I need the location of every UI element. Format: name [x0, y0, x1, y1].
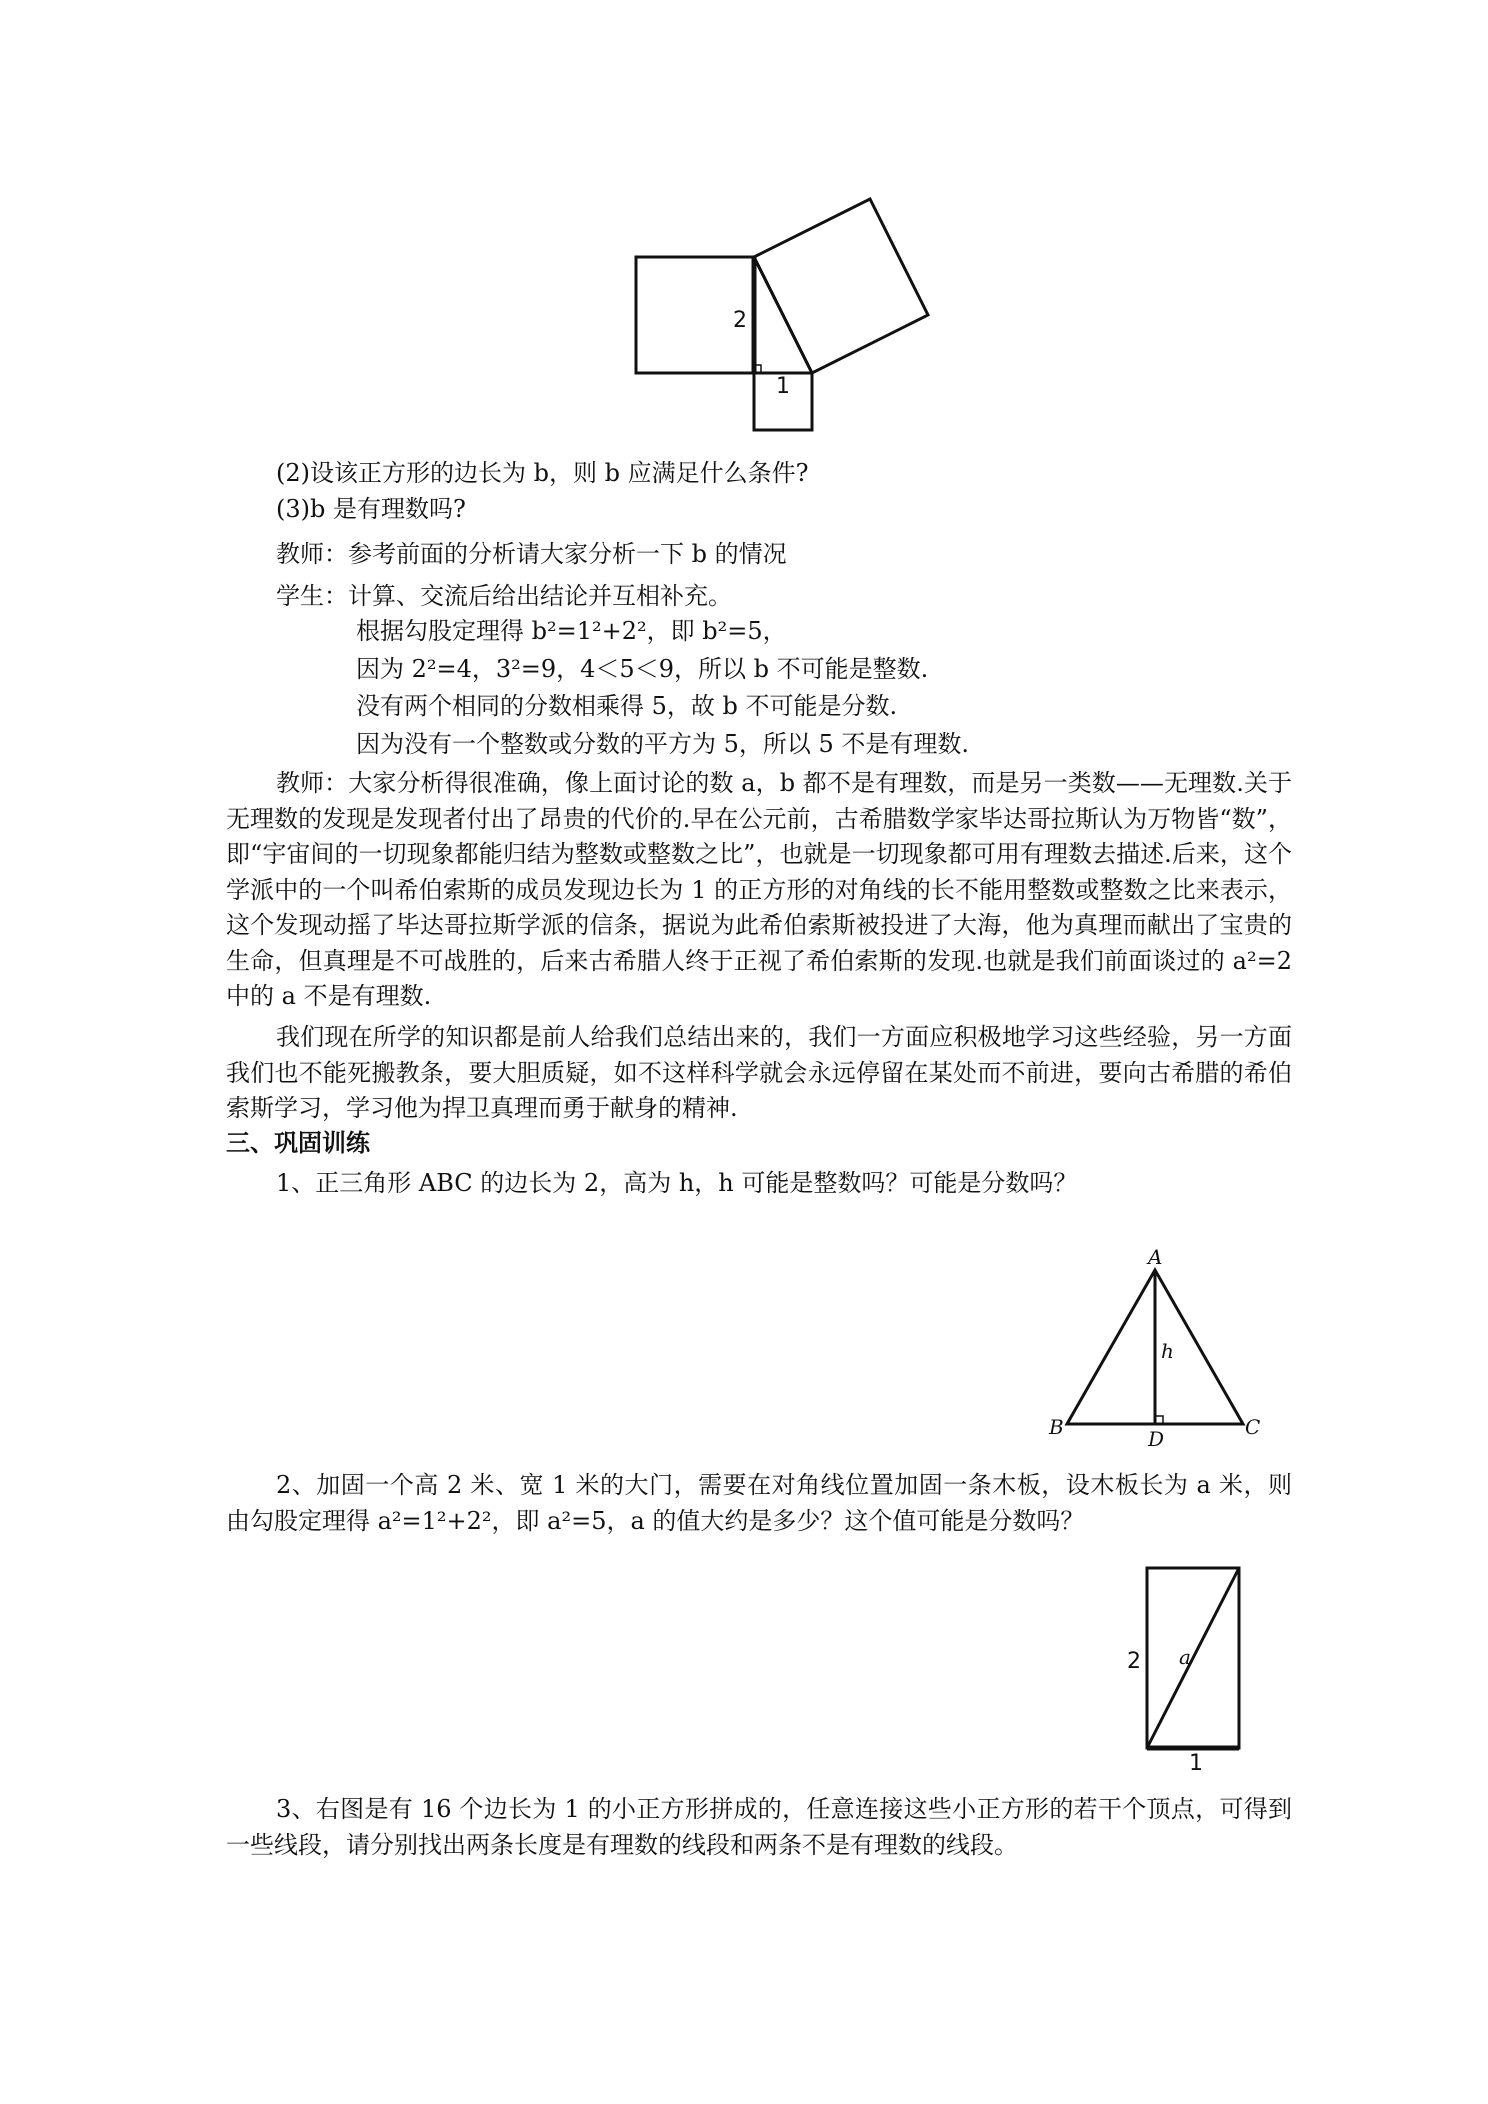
calc-line-3: 没有两个相同的分数相乘得 5，故 b 不可能是分数. [356, 692, 898, 720]
rect-bottom-1: 1 [1189, 1751, 1203, 1776]
vertex-c: C [1245, 1415, 1261, 1439]
pythagoras-squares-figure [630, 195, 950, 435]
rect-diag-a: a [1179, 1645, 1191, 1669]
side-label-2: 2 [733, 308, 747, 333]
calc-line-4: 因为没有一个整数或分数的平方为 5，所以 5 不是有理数. [356, 730, 970, 758]
question-3: (3)b 是有理数吗? [276, 495, 466, 523]
teacher-line-1: 教师：参考前面的分析请大家分析一下 b 的情况 [276, 540, 787, 568]
exercise-2: 2、加固一个高 2 米、宽 1 米的大门，需要在对角线位置加固一条木板，设木板长为 a 米，则由勾股定理得 a²=1²+2²，即 a²=5，a 的值大约是多少？这个值可能是分数吗？ [226, 1471, 1292, 1535]
calc-line-2: 因为 2²=4，3²=9，4＜5＜9，所以 b 不可能是整数. [356, 655, 929, 683]
foot-d: D [1148, 1427, 1165, 1451]
student-line-1: 学生：计算、交流后给出结论并互相补充。 [276, 582, 732, 610]
triangle-figure [1045, 1245, 1265, 1451]
calc-line-1: 根据勾股定理得 b²=1²+2²，即 b²=5， [356, 617, 787, 645]
exercise-3: 3、右图是有 16 个边长为 1 的小正方形拼成的，任意连接这些小正方形的若干个顶点，可得到一些线段，请分别找出两条长度是有理数的线段和两条不是有理数的线段。 [226, 1795, 1292, 1859]
rect-side-2: 2 [1127, 1649, 1141, 1674]
teacher-paragraph: 教师：大家分析得很准确，像上面讨论的数 a，b 都不是有理数，而是另一类数——无理数.关于无理数的发现是发现者付出了昂贵的代价的.早在公元前，古希腊数学家毕达哥拉斯认为万物皆“数”，即“宇宙间的一切现象都能归结为整数或整数之比”，也就是一切现象都可用有理数去描述.后来，这个学派中的一个叫希伯索斯的成员发现边长为 1 的正方形的对角线的长不能用整数或整数之比来表示，这个发现动摇了毕达哥拉斯学派的信条，据说为此希伯索斯被投进了大海，他为真理而献出了宝贵的生命，但真理是不可战胜的，后来古希腊人终于正视了希伯索斯的发现.也就是我们前面谈过的 a²=2 中的 a 不是有理数. [226, 769, 1292, 1010]
question-2: (2)设该正方形的边长为 b，则 b 应满足什么条件? [276, 459, 809, 487]
reflection-paragraph: 我们现在所学的知识都是前人给我们总结出来的，我们一方面应积极地学习这些经验，另一方面我们也不能死搬教条，要大胆质疑，如不这样科学就会永远停留在某处而不前进，要向古希腊的希伯索斯学习，学习他为捍卫真理而勇于献身的精神. [226, 1023, 1292, 1122]
section-heading: 三、巩固训练 [226, 1129, 370, 1157]
vertex-b: B [1049, 1415, 1064, 1439]
side-label-1: 1 [776, 374, 790, 399]
vertex-a: A [1148, 1245, 1163, 1269]
rectangle-figure [1125, 1564, 1255, 1774]
height-h: h [1161, 1339, 1174, 1363]
exercise-1: 1、正三角形 ABC 的边长为 2，高为 h，h 可能是整数吗？可能是分数吗？ [276, 1169, 1078, 1197]
